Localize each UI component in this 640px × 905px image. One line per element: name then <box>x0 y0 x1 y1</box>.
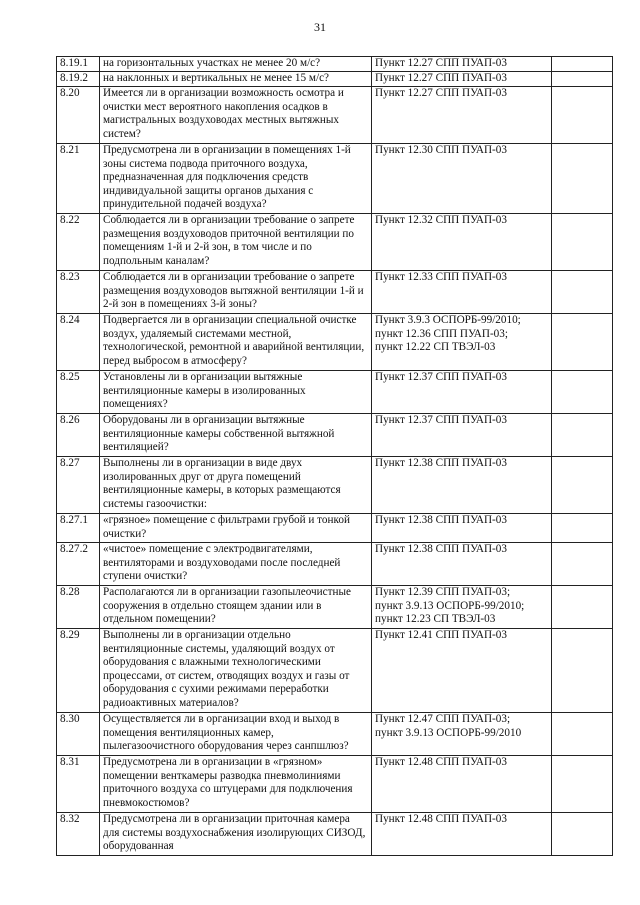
row-question: Осуществляется ли в организации вход и выход в помещения вентиляционных камер, пылегазоочистного оборудования через санпшлюз? <box>100 713 372 756</box>
row-answer-cell[interactable] <box>552 813 613 856</box>
row-answer-cell[interactable] <box>552 72 613 87</box>
row-question: Предусмотрена ли в организации в помещениях 1-й зоны система подвода приточного воздуха, предназначенная для подключения средств индивидуальной защиты органов дыхания с принудительной подачей воздуха? <box>100 144 372 214</box>
table-row <box>57 543 613 586</box>
row-number: 8.24 <box>57 314 100 371</box>
row-question: Располагаются ли в организации газопылеочистные сооружения в отдельно стоящем здании или в отдельном помещении? <box>100 586 372 629</box>
row-number: 8.30 <box>57 713 100 756</box>
row-number: 8.27.1 <box>57 514 100 543</box>
table-row <box>57 57 613 72</box>
table-row <box>57 271 613 314</box>
row-number: 8.22 <box>57 214 100 271</box>
table-row <box>57 87 613 144</box>
table-row <box>57 629 613 713</box>
row-answer-cell[interactable] <box>552 457 613 514</box>
row-answer-cell[interactable] <box>552 87 613 144</box>
table-row <box>57 713 613 756</box>
row-question: на наклонных и вертикальных не менее 15 м/с? <box>100 72 372 87</box>
row-number: 8.19.1 <box>57 57 100 72</box>
table-row <box>57 414 613 457</box>
row-number: 8.27 <box>57 457 100 514</box>
row-question: на горизонтальных участках не менее 20 м/с? <box>100 57 372 72</box>
table-row <box>57 214 613 271</box>
table-row <box>57 314 613 371</box>
row-reference: Пункт 12.38 СПП ПУАП-03 <box>372 543 552 586</box>
checklist-table <box>56 56 613 856</box>
table-row <box>57 514 613 543</box>
row-number: 8.25 <box>57 371 100 414</box>
checklist-body <box>57 57 613 856</box>
row-answer-cell[interactable] <box>552 271 613 314</box>
row-reference: Пункт 12.33 СПП ПУАП-03 <box>372 271 552 314</box>
table-row <box>57 813 613 856</box>
row-answer-cell[interactable] <box>552 57 613 72</box>
row-question: Установлены ли в организации вытяжные вентиляционные камеры в изолированных помещениях? <box>100 371 372 414</box>
row-question: Имеется ли в организации возможность осмотра и очистки мест вероятного накопления осадков в магистральных воздуховодах местных вытяжных систем? <box>100 87 372 144</box>
row-answer-cell[interactable] <box>552 414 613 457</box>
row-question: «грязное» помещение с фильтрами грубой и тонкой очистки? <box>100 514 372 543</box>
table-row <box>57 144 613 214</box>
row-question: «чистое» помещение с электродвигателями, вентиляторами и воздуховодами после последней ступени очистки? <box>100 543 372 586</box>
row-reference: Пункт 12.47 СПП ПУАП-03; пункт 3.9.13 ОСПОРБ-99/2010 <box>372 713 552 756</box>
row-number: 8.21 <box>57 144 100 214</box>
row-answer-cell[interactable] <box>552 214 613 271</box>
page-number: 31 <box>314 20 326 34</box>
row-number: 8.26 <box>57 414 100 457</box>
table-row <box>57 72 613 87</box>
row-reference: Пункт 12.48 СПП ПУАП-03 <box>372 756 552 813</box>
row-reference: Пункт 3.9.3 ОСПОРБ-99/2010; пункт 12.36 СПП ПУАП-03; пункт 12.22 СП ТВЭЛ-03 <box>372 314 552 371</box>
row-number: 8.19.2 <box>57 72 100 87</box>
row-answer-cell[interactable] <box>552 514 613 543</box>
row-reference: Пункт 12.27 СПП ПУАП-03 <box>372 72 552 87</box>
row-answer-cell[interactable] <box>552 314 613 371</box>
row-reference: Пункт 12.37 СПП ПУАП-03 <box>372 414 552 457</box>
row-reference: Пункт 12.32 СПП ПУАП-03 <box>372 214 552 271</box>
row-reference: Пункт 12.30 СПП ПУАП-03 <box>372 144 552 214</box>
row-reference: Пункт 12.27 СПП ПУАП-03 <box>372 57 552 72</box>
row-question: Предусмотрена ли в организации в «грязном» помещении венткамеры разводка пневмолиниями приточного воздуха со штуцерами для подключения пневмокостюмов? <box>100 756 372 813</box>
table-row <box>57 457 613 514</box>
row-reference: Пункт 12.48 СПП ПУАП-03 <box>372 813 552 856</box>
row-reference: Пункт 12.38 СПП ПУАП-03 <box>372 514 552 543</box>
row-answer-cell[interactable] <box>552 756 613 813</box>
row-number: 8.23 <box>57 271 100 314</box>
row-reference: Пункт 12.27 СПП ПУАП-03 <box>372 87 552 144</box>
row-answer-cell[interactable] <box>552 371 613 414</box>
row-answer-cell[interactable] <box>552 543 613 586</box>
row-number: 8.32 <box>57 813 100 856</box>
row-question: Предусмотрена ли в организации приточная камера для системы воздухоснабжения изолирующих СИЗОД, оборудованная <box>100 813 372 856</box>
row-reference: Пункт 12.41 СПП ПУАП-03 <box>372 629 552 713</box>
row-reference: Пункт 12.37 СПП ПУАП-03 <box>372 371 552 414</box>
row-number: 8.31 <box>57 756 100 813</box>
row-number: 8.20 <box>57 87 100 144</box>
row-question: Соблюдается ли в организации требование о запрете размещения воздуховодов приточной вентиляции по помещениям 1-й и 2-й зон, в том числе и по подпольным каналам? <box>100 214 372 271</box>
table-row <box>57 586 613 629</box>
row-number: 8.27.2 <box>57 543 100 586</box>
row-reference: Пункт 12.39 СПП ПУАП-03; пункт 3.9.13 ОСПОРБ-99/2010; пункт 12.23 СП ТВЭЛ-03 <box>372 586 552 629</box>
table-row <box>57 371 613 414</box>
table-row <box>57 756 613 813</box>
row-question: Выполнены ли в организации отдельно вентиляционные системы, удаляющий воздух от оборудования с влажными технологическими процессами, от систем, отводящих воздух и газы от оборудования с сухими режимами переработки радиоактивных материалов? <box>100 629 372 713</box>
row-question: Подвергается ли в организации специальной очистке воздух, удаляемый системами местной, технологической, ремонтной и аварийной вентиляции, перед выбросом в атмосферу? <box>100 314 372 371</box>
row-answer-cell[interactable] <box>552 144 613 214</box>
row-question: Выполнены ли в организации в виде двух изолированных друг от друга помещений вентиляционные камеры, в которых размещаются системы газоочистки: <box>100 457 372 514</box>
row-number: 8.29 <box>57 629 100 713</box>
row-reference: Пункт 12.38 СПП ПУАП-03 <box>372 457 552 514</box>
row-number: 8.28 <box>57 586 100 629</box>
row-answer-cell[interactable] <box>552 586 613 629</box>
row-answer-cell[interactable] <box>552 713 613 756</box>
row-question: Соблюдается ли в организации требование о запрете размещения воздуховодов вытяжной вентиляции 1-й и 2-й зон в помещениях 3-й зоны? <box>100 271 372 314</box>
row-question: Оборудованы ли в организации вытяжные вентиляционные камеры собственной вытяжной вентиляцией? <box>100 414 372 457</box>
row-answer-cell[interactable] <box>552 629 613 713</box>
